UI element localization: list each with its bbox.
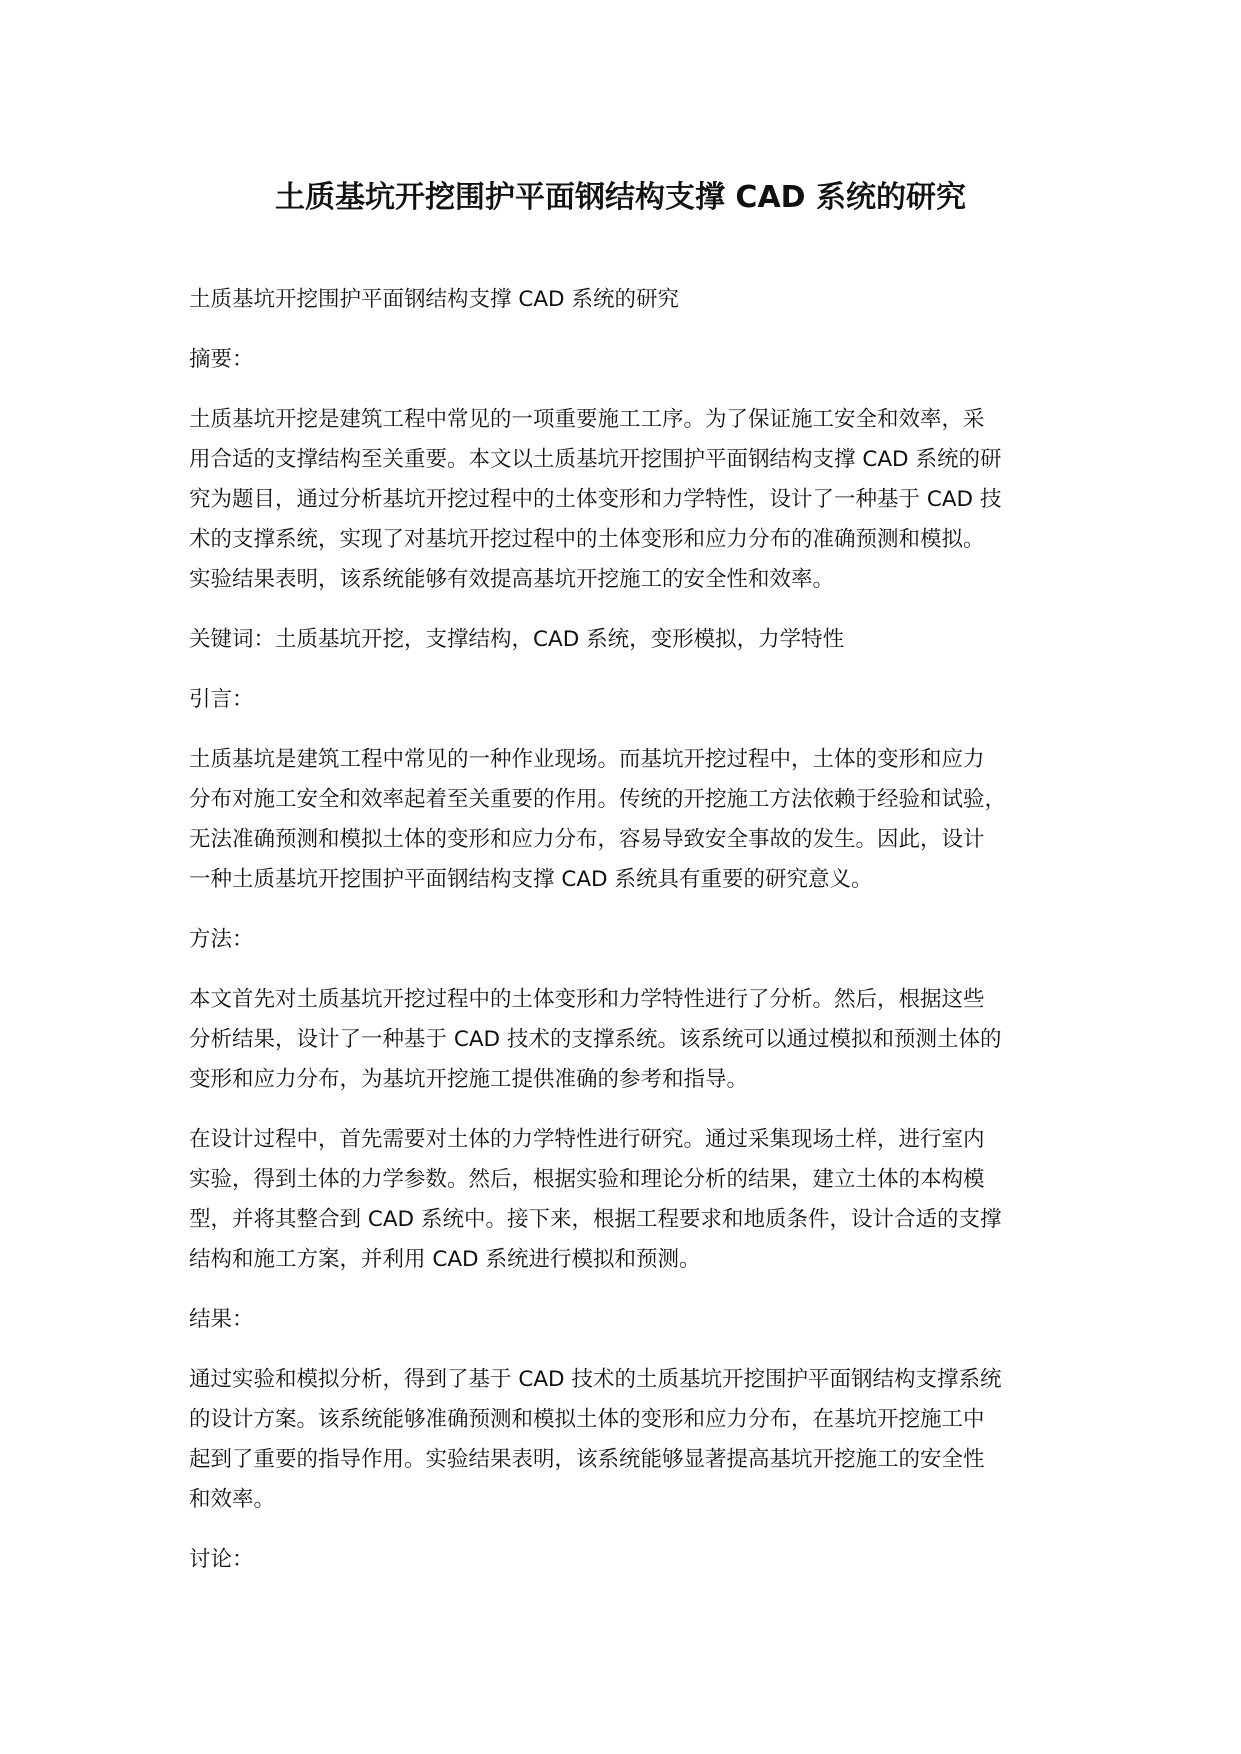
text-line: 和效率。 <box>189 1487 276 1512</box>
text-line: 的设计方案。该系统能够准确预测和模拟土体的变形和应力分布，在基坑开挖施工中 <box>189 1407 985 1432</box>
document-body <box>189 280 1069 1600</box>
text-line: 分析结果，设计了一种基于 CAD 技术的支撑系统。该系统可以通过模拟和预测土体的 <box>189 1027 1002 1052</box>
text-line: 究为题目，通过分析基坑开挖过程中的土体变形和力学特性，设计了一种基于 CAD 技 <box>189 487 1002 512</box>
paragraph <box>189 620 1069 660</box>
text-line: 引言： <box>189 687 254 712</box>
paragraph <box>189 280 1069 320</box>
paragraph <box>189 980 1069 1100</box>
text-line: 结构和施工方案，并利用 CAD 系统进行模拟和预测。 <box>189 1247 701 1272</box>
paragraph <box>189 920 1069 960</box>
text-line: 实验结果表明，该系统能够有效提高基坑开挖施工的安全性和效率。 <box>189 567 835 592</box>
text-line: 在设计过程中，首先需要对土体的力学特性进行研究。通过采集现场土样，进行室内 <box>189 1127 985 1152</box>
paragraph <box>189 680 1069 720</box>
paragraph <box>189 340 1069 380</box>
paragraph <box>189 740 1069 900</box>
text-line: 术的支撑系统，实现了对基坑开挖过程中的土体变形和应力分布的准确预测和模拟。 <box>189 527 985 552</box>
paragraph <box>189 1300 1069 1340</box>
text-line: 方法： <box>189 927 254 952</box>
text-line: 变形和应力分布，为基坑开挖施工提供准确的参考和指导。 <box>189 1067 749 1092</box>
text-line: 关键词：土质基坑开挖，支撑结构，CAD 系统，变形模拟，力学特性 <box>189 627 845 652</box>
paragraph <box>189 1540 1069 1580</box>
text-line: 起到了重要的指导作用。实验结果表明，该系统能够显著提高基坑开挖施工的安全性 <box>189 1447 985 1472</box>
paragraph <box>189 400 1069 600</box>
document-title: 土质基坑开挖围护平面钢结构支撑 CAD 系统的研究 <box>274 180 967 215</box>
text-line: 土质基坑开挖围护平面钢结构支撑 CAD 系统的研究 <box>189 287 679 312</box>
text-line: 无法准确预测和模拟土体的变形和应力分布，容易导致安全事故的发生。因此，设计 <box>189 827 985 852</box>
text-line: 土质基坑开挖是建筑工程中常见的一项重要施工工序。为了保证施工安全和效率，采 <box>189 407 985 432</box>
text-line: 一种土质基坑开挖围护平面钢结构支撑 CAD 系统具有重要的研究意义。 <box>189 867 873 892</box>
text-line: 型，并将其整合到 CAD 系统中。接下来，根据工程要求和地质条件，设计合适的支撑 <box>189 1207 1002 1232</box>
text-line: 通过实验和模拟分析，得到了基于 CAD 技术的土质基坑开挖围护平面钢结构支撑系统 <box>189 1367 1002 1392</box>
text-line: 实验，得到土体的力学参数。然后，根据实验和理论分析的结果，建立土体的本构模 <box>189 1167 985 1192</box>
text-line: 讨论： <box>189 1547 254 1572</box>
text-line: 用合适的支撑结构至关重要。本文以土质基坑开挖围护平面钢结构支撑 CAD 系统的研 <box>189 447 1002 472</box>
paragraph <box>189 1360 1069 1520</box>
text-line: 土质基坑是建筑工程中常见的一种作业现场。而基坑开挖过程中，土体的变形和应力 <box>189 747 985 772</box>
text-line: 本文首先对土质基坑开挖过程中的土体变形和力学特性进行了分析。然后，根据这些 <box>189 987 985 1012</box>
paragraph <box>189 1120 1069 1280</box>
text-line: 结果： <box>189 1307 254 1332</box>
text-line: 分布对施工安全和效率起着至关重要的作用。传统的开挖施工方法依赖于经验和试验， <box>189 787 1007 812</box>
text-line: 摘要： <box>189 347 254 372</box>
